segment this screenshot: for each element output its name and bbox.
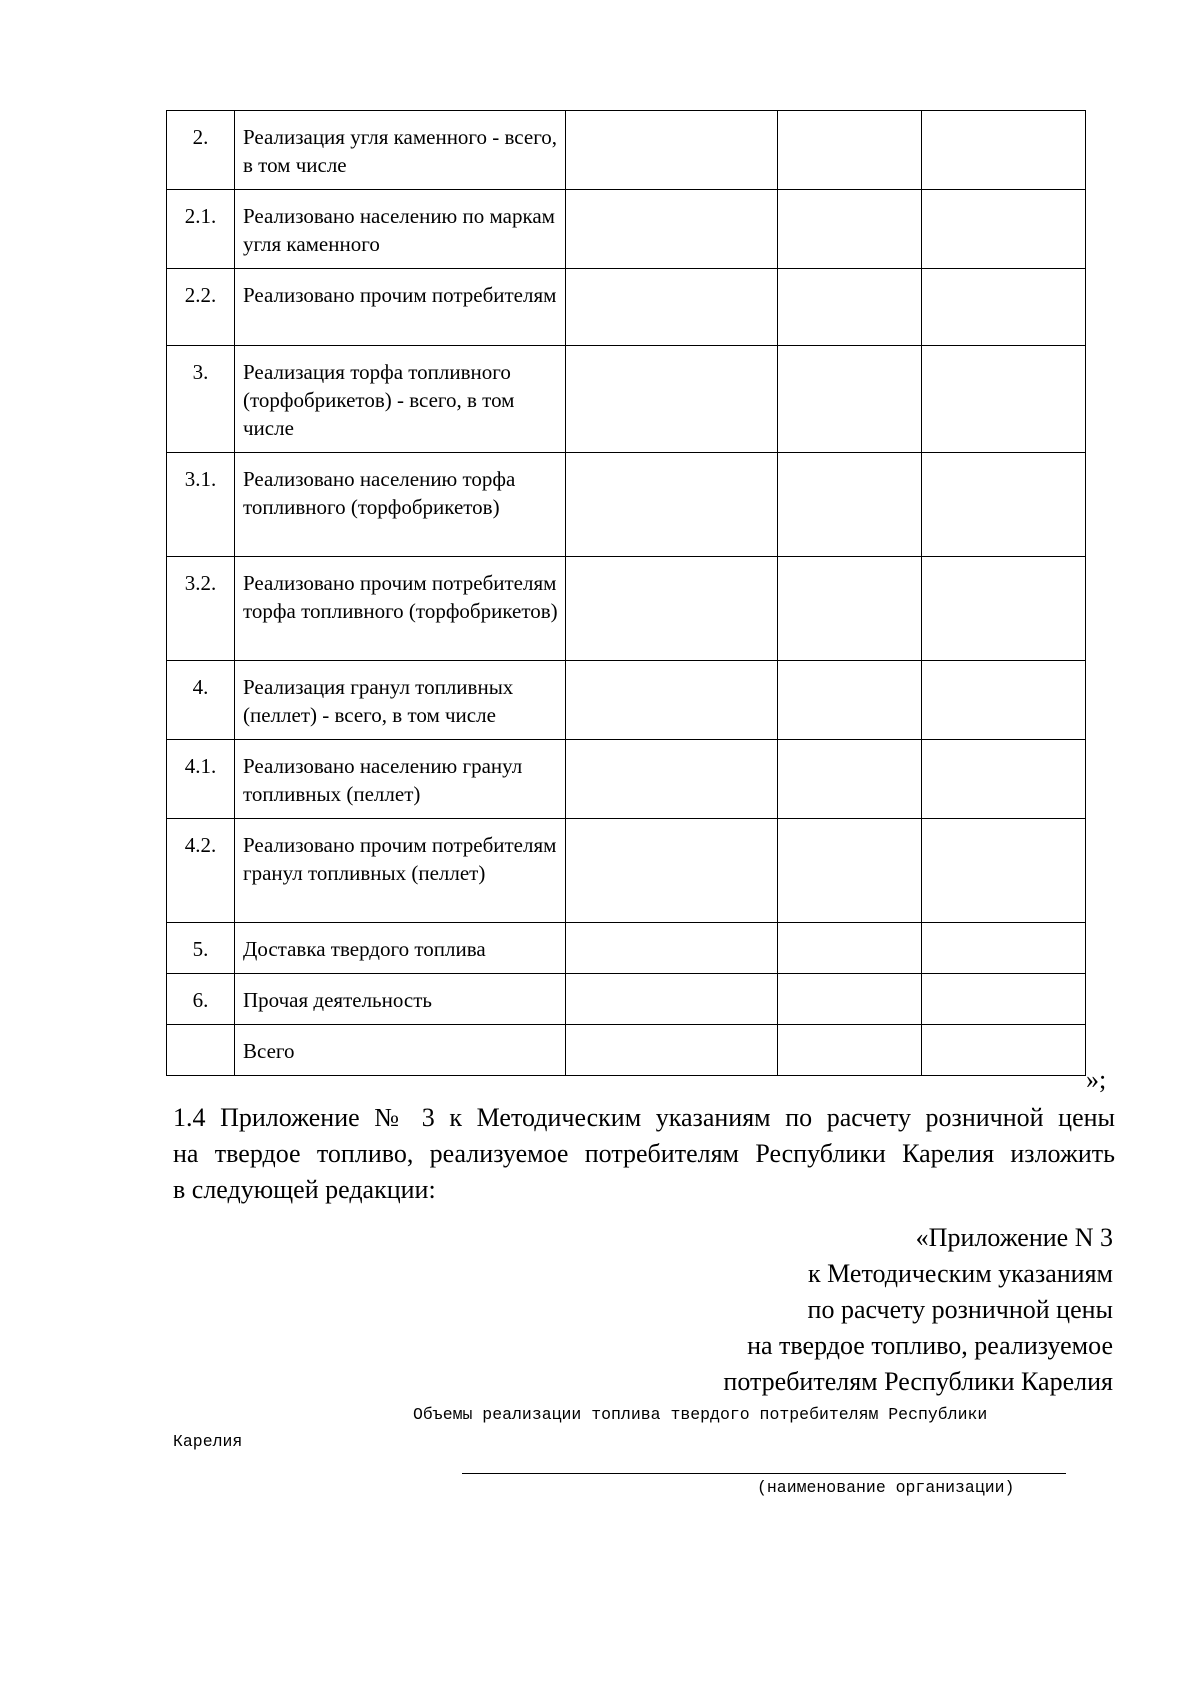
value-cell	[778, 453, 922, 557]
table-row	[167, 346, 1086, 453]
row-name-cell: Реализовано населению гранул топливных (пеллет)	[235, 740, 566, 819]
value-cell	[778, 740, 922, 819]
organization-name-caption: (наименование организации)	[757, 1478, 1015, 1497]
value-cell	[566, 819, 778, 923]
value-cell	[922, 346, 1086, 453]
value-cell	[922, 557, 1086, 661]
sales-volume-table-section	[166, 110, 1086, 1076]
organization-name-blank-line	[462, 1473, 1066, 1474]
value-cell	[922, 740, 1086, 819]
value-cell	[566, 661, 778, 740]
row-name-cell: Реализовано прочим потребителям гранул топливных (пеллет)	[235, 819, 566, 923]
row-number-cell: 2.1.	[167, 190, 235, 269]
value-cell	[778, 346, 922, 453]
value-cell	[922, 111, 1086, 190]
value-cell	[778, 190, 922, 269]
value-cell	[922, 1025, 1086, 1076]
value-cell	[778, 269, 922, 346]
value-cell	[778, 661, 922, 740]
table-row	[167, 557, 1086, 661]
row-number-cell	[167, 1025, 235, 1076]
closing-quote-mark: »;	[1086, 1065, 1107, 1094]
row-name-cell: Реализовано прочим потребителям торфа топливного (торфобрикетов)	[235, 557, 566, 661]
table-row	[167, 819, 1086, 923]
amendment-paragraph-line-2: на твердое топливо, реализуемое потребителям Республики Карелия изложить	[173, 1139, 1115, 1168]
annex-header-line-3: по расчету розничной цены	[807, 1295, 1113, 1324]
row-name-cell: Реализация гранул топливных (пеллет) - всего, в том числе	[235, 661, 566, 740]
row-number-cell: 3.	[167, 346, 235, 453]
value-cell	[922, 819, 1086, 923]
value-cell	[778, 111, 922, 190]
annex-header-line-1: «Приложение N 3	[915, 1223, 1113, 1252]
annex-header	[723, 1220, 1113, 1400]
value-cell	[566, 453, 778, 557]
value-cell	[566, 557, 778, 661]
value-cell	[566, 1025, 778, 1076]
table-row	[167, 111, 1086, 190]
table-row	[167, 974, 1086, 1025]
value-cell	[922, 661, 1086, 740]
value-cell	[566, 346, 778, 453]
value-cell	[778, 923, 922, 974]
table-row	[167, 923, 1086, 974]
value-cell	[566, 269, 778, 346]
value-cell	[778, 819, 922, 923]
table-body	[167, 111, 1086, 1076]
annex-header-line-5: потребителям Республики Карелия	[723, 1367, 1113, 1396]
row-number-cell: 3.1.	[167, 453, 235, 557]
form-title-line-2: Карелия	[173, 1432, 243, 1451]
table-row	[167, 190, 1086, 269]
value-cell	[922, 453, 1086, 557]
value-cell	[566, 111, 778, 190]
value-cell	[566, 974, 778, 1025]
row-number-cell: 4.	[167, 661, 235, 740]
value-cell	[778, 974, 922, 1025]
row-number-cell: 5.	[167, 923, 235, 974]
value-cell	[922, 269, 1086, 346]
annex-header-line-2: к Методическим указаниям	[808, 1259, 1113, 1288]
value-cell	[566, 190, 778, 269]
form-title-line-1: Объемы реализации топлива твердого потребителям Республики	[413, 1405, 988, 1424]
row-name-cell: Прочая деятельность	[235, 974, 566, 1025]
value-cell	[922, 923, 1086, 974]
row-name-cell: Реализовано населению по маркам угля каменного	[235, 190, 566, 269]
value-cell	[922, 190, 1086, 269]
table-row	[167, 1025, 1086, 1076]
row-name-cell: Реализовано прочим потребителям	[235, 269, 566, 346]
row-name-cell: Реализация торфа топливного (торфобрикетов) - всего, в том числе	[235, 346, 566, 453]
row-name-cell: Всего	[235, 1025, 566, 1076]
row-number-cell: 3.2.	[167, 557, 235, 661]
row-name-cell: Доставка твердого топлива	[235, 923, 566, 974]
value-cell	[566, 923, 778, 974]
amendment-paragraph-line-1: 1.4 Приложение № 3 к Методическим указаниям по расчету розничной цены	[173, 1103, 1115, 1132]
row-number-cell: 4.2.	[167, 819, 235, 923]
sales-volume-table	[166, 110, 1086, 1076]
value-cell	[778, 1025, 922, 1076]
row-number-cell: 6.	[167, 974, 235, 1025]
amendment-paragraph-line-3: в следующей редакции:	[173, 1175, 436, 1204]
table-row	[167, 453, 1086, 557]
value-cell	[778, 557, 922, 661]
annex-header-line-4: на твердое топливо, реализуемое	[747, 1331, 1113, 1360]
value-cell	[566, 740, 778, 819]
row-number-cell: 4.1.	[167, 740, 235, 819]
table-row	[167, 740, 1086, 819]
row-number-cell: 2.2.	[167, 269, 235, 346]
row-name-cell: Реализация угля каменного - всего, в том числе	[235, 111, 566, 190]
table-row	[167, 269, 1086, 346]
row-number-cell: 2.	[167, 111, 235, 190]
table-row	[167, 661, 1086, 740]
value-cell	[922, 974, 1086, 1025]
row-name-cell: Реализовано населению торфа топливного (торфобрикетов)	[235, 453, 566, 557]
amendment-paragraph	[173, 1100, 1115, 1208]
